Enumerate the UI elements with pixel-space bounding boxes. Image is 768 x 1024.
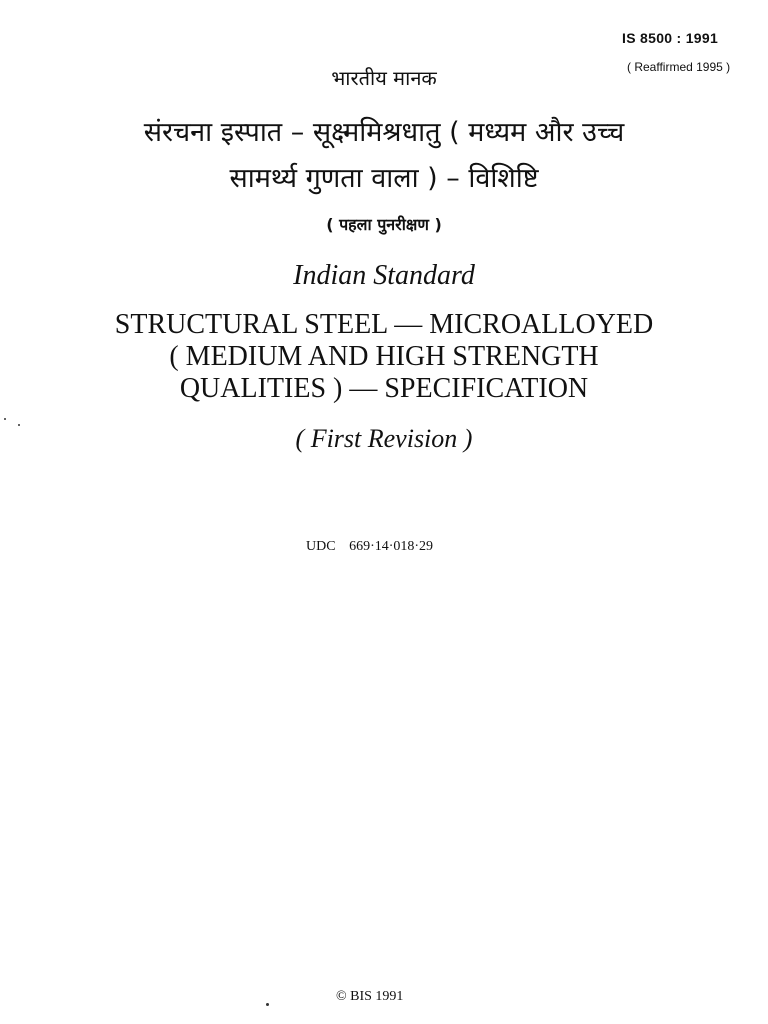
copyright: © BIS 1991 xyxy=(336,989,404,1004)
english-title-line-1: STRUCTURAL STEEL — MICROALLOYED xyxy=(114,309,654,340)
udc-line xyxy=(306,539,433,555)
udc-label: UDC xyxy=(306,539,336,554)
udc-value: 669·14·018·29 xyxy=(349,539,434,554)
english-title xyxy=(0,309,768,405)
standard-number: IS 8500 : 1991 xyxy=(622,30,719,46)
english-revision: ( First Revision ) xyxy=(295,424,473,453)
english-title-line-2: ( MEDIUM AND HIGH STRENGTH xyxy=(169,341,599,372)
reaffirmed-note: ( Reaffirmed 1995 ) xyxy=(627,60,731,74)
scan-speck xyxy=(266,1003,269,1006)
hindi-standard-label: भारतीय मानक xyxy=(331,66,437,90)
english-title-line-3: QUALITIES ) — SPECIFICATION xyxy=(179,373,589,404)
hindi-revision: ( पहला पुनरीक्षण ) xyxy=(326,215,442,234)
scan-speck xyxy=(4,418,6,420)
scan-speck xyxy=(18,424,20,426)
hindi-title-line-2: सामर्थ्य गुणता वाला ) – विशिष्टि xyxy=(229,163,539,194)
hindi-title-line-1: संरचना इस्पात – सूक्ष्ममिश्रधातु ( मध्यम और उच्च xyxy=(143,117,625,148)
english-standard-label: Indian Standard xyxy=(293,260,475,291)
